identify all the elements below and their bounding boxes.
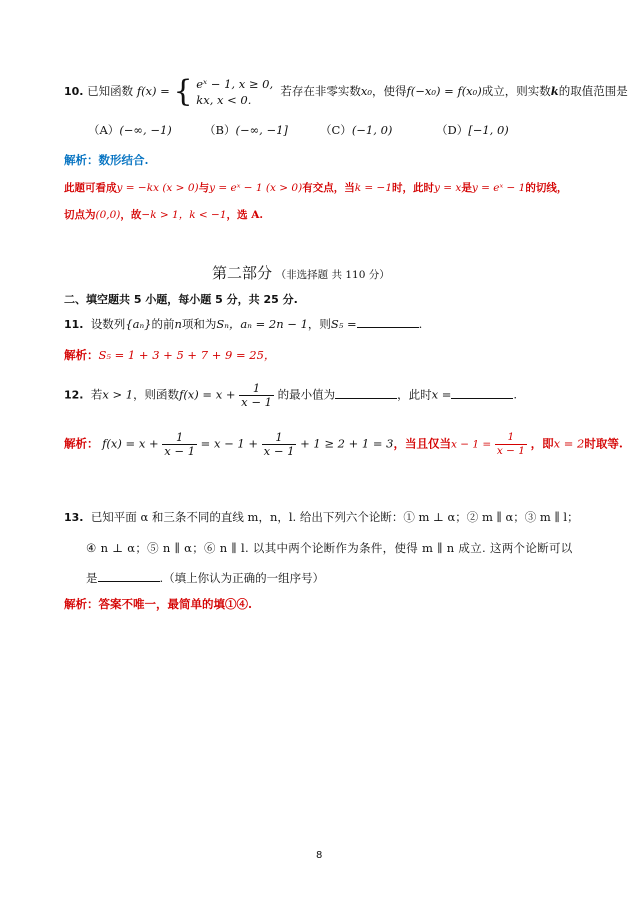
- exp-math: y = eˣ − 1: [471, 182, 526, 194]
- exp-text: 与: [198, 182, 210, 194]
- option-label: （D）: [436, 123, 469, 137]
- q12-cond: x > 1: [102, 387, 134, 402]
- exp-text: 此题可看成: [64, 182, 117, 194]
- frac-den: x − 1: [496, 445, 525, 457]
- q11-ask: ，则: [307, 317, 331, 331]
- part2-title: 第二部分: [212, 264, 273, 282]
- q10-brace: {: [173, 74, 193, 109]
- q10-x0: x₀: [360, 84, 373, 98]
- q12-fraction: [239, 382, 274, 409]
- q10-fx: f(x) =: [136, 84, 170, 98]
- q10-option-c: [320, 122, 392, 138]
- q11-stem: [64, 316, 422, 332]
- exp-text: 时，此时: [392, 182, 435, 194]
- q10-mid2: ，使得: [372, 84, 407, 98]
- analysis-label: 解析：: [64, 597, 99, 611]
- q11-pre: 设数列: [90, 317, 126, 331]
- q13-analysis: [64, 596, 252, 612]
- q11-sn: Sₙ: [216, 317, 229, 331]
- q11-cond: ，aₙ = 2n − 1: [228, 317, 308, 331]
- exp-math: y = eˣ − 1 (x > 0): [209, 182, 303, 194]
- exp-math: y = x: [434, 182, 462, 194]
- q10-mid3: 成立，则实数: [481, 84, 551, 98]
- q12-pre: 若: [90, 387, 103, 402]
- q11-number: 11.: [64, 318, 84, 331]
- exp-math: y = −kx (x > 0): [116, 182, 199, 194]
- q13-line1-text: 已知平面 α 和三条不同的直线 m，n，l. 给出下列六个论断：① m ⊥ α；② m ∥ α；③ m ∥ l；: [90, 510, 579, 524]
- frac-num: 1: [239, 382, 274, 396]
- exp-text: ，选 A.: [226, 209, 264, 221]
- q12-a7: x = 2: [553, 436, 585, 451]
- q10-option-d: [436, 122, 509, 138]
- q10-stem: [64, 76, 628, 108]
- q12-a8: 时取等.: [584, 436, 623, 451]
- option-label: （B）: [204, 123, 236, 137]
- q12-frac-c: [495, 431, 527, 458]
- analysis-text: 数形结合.: [98, 153, 149, 167]
- exp-math: (0,0): [95, 209, 121, 221]
- part2-subtitle: （非选择题 共 110 分）: [275, 269, 390, 281]
- exp-text: 切点为: [64, 209, 96, 221]
- q12-mid2: 的最小值为: [277, 387, 336, 402]
- q12-answer-blank-1[interactable]: [335, 388, 397, 399]
- q10-explanation-line1: [64, 180, 567, 195]
- q10-analysis: [64, 152, 149, 168]
- q12-end: .: [513, 387, 518, 402]
- q10-explanation-line2: [64, 207, 263, 222]
- page-number: 8: [316, 850, 323, 861]
- frac-den: x − 1: [263, 444, 295, 458]
- q12-xeq: x =: [431, 387, 452, 402]
- q11-s5: S₅ =: [330, 317, 357, 331]
- q12-stem: [64, 382, 517, 409]
- q10-number: 10.: [64, 85, 84, 98]
- q12-frac-a: [162, 431, 197, 458]
- exp-text: 的切线，: [525, 182, 568, 194]
- analysis-label: 解析：: [64, 348, 99, 362]
- q11-mid2: 项和为: [181, 317, 217, 331]
- q10-post: 的取值范围是: [558, 84, 628, 98]
- q10-option-a: [88, 122, 172, 138]
- q12-mid3: ，此时: [397, 387, 432, 402]
- q12-a2: = x − 1 +: [200, 436, 259, 451]
- q13-line3-post: .（填上你认为正确的一组序号）: [159, 571, 325, 585]
- q11-end: .: [418, 317, 423, 331]
- q12-number: 12.: [64, 388, 84, 402]
- q11-answer-blank[interactable]: [357, 317, 419, 328]
- exp-text: 是: [461, 182, 472, 194]
- q13-line1: [64, 509, 579, 525]
- option-value: [−1, 0): [468, 123, 509, 137]
- exp-text: ，故: [120, 209, 142, 221]
- q13-answer-blank[interactable]: [98, 571, 160, 582]
- exp-text: 有交点，当: [302, 182, 355, 194]
- q12-a6: ，即: [530, 436, 554, 451]
- analysis-text: S₅ = 1 + 3 + 5 + 7 + 9 = 25，: [98, 348, 276, 362]
- q11-seq: {aₙ}: [125, 317, 152, 331]
- q12-analysis: [64, 431, 623, 458]
- frac-num: 1: [262, 431, 297, 445]
- option-label: （C）: [320, 123, 352, 137]
- q12-mid: ，则函数: [133, 387, 180, 402]
- q13-number: 13.: [64, 511, 84, 524]
- q10-pre: 已知函数: [87, 84, 134, 98]
- frac-num: 1: [495, 431, 527, 445]
- q13-line2: ④ n ⊥ α；⑤ n ∥ α；⑥ n ∥ l. 以其中两个论断作为条件，使得 m ∥ n 成立. 这两个论断可以: [86, 541, 573, 555]
- frac-num: 1: [162, 431, 197, 445]
- q12-answer-blank-2[interactable]: [451, 388, 513, 399]
- q12-fx: f(x) = x +: [179, 387, 236, 402]
- option-value: (−1, 0): [351, 123, 393, 137]
- section-heading: 二、填空题共 5 小题，每小题 5 分，共 25 分.: [64, 293, 298, 306]
- q10-cases: [196, 76, 273, 108]
- q10-eq: f(−x₀) = f(x₀): [406, 84, 482, 98]
- q11-mid: 的前: [151, 317, 175, 331]
- q10-k: k: [550, 84, 559, 98]
- frac-den: x − 1: [241, 395, 272, 409]
- q10-case2: kx, x < 0.: [196, 93, 252, 107]
- q12-a1: f(x) = x +: [102, 436, 159, 451]
- q12-a5: x − 1 =: [450, 438, 492, 451]
- analysis-label: 解析：: [64, 153, 99, 167]
- exp-math: k = −1: [354, 182, 393, 194]
- exp-math: −k > 1，k < −1: [141, 209, 227, 221]
- frac-den: x − 1: [164, 444, 196, 458]
- q10-option-b: [204, 122, 288, 138]
- q12-frac-b: [262, 431, 297, 458]
- q11-analysis: [64, 347, 275, 363]
- q10-mid1: 若存在非零实数: [280, 84, 361, 98]
- q11-n: n: [174, 317, 182, 331]
- option-value: (−∞, −1]: [235, 123, 288, 137]
- q12-a3: + 1 ≥ 2 + 1 = 3: [300, 436, 394, 451]
- q13-line3-pre: 是: [86, 571, 98, 585]
- part2-heading: [212, 262, 390, 283]
- analysis-label: 解析：: [64, 436, 99, 451]
- q12-a4: ，当且仅当: [393, 436, 451, 451]
- option-label: （A）: [88, 123, 120, 137]
- analysis-text: 答案不唯一，最简单的填①④.: [98, 597, 253, 611]
- q10-case1: eˣ − 1, x ≥ 0,: [196, 77, 274, 91]
- q13-line3: [86, 570, 324, 586]
- option-value: (−∞, −1): [119, 123, 172, 137]
